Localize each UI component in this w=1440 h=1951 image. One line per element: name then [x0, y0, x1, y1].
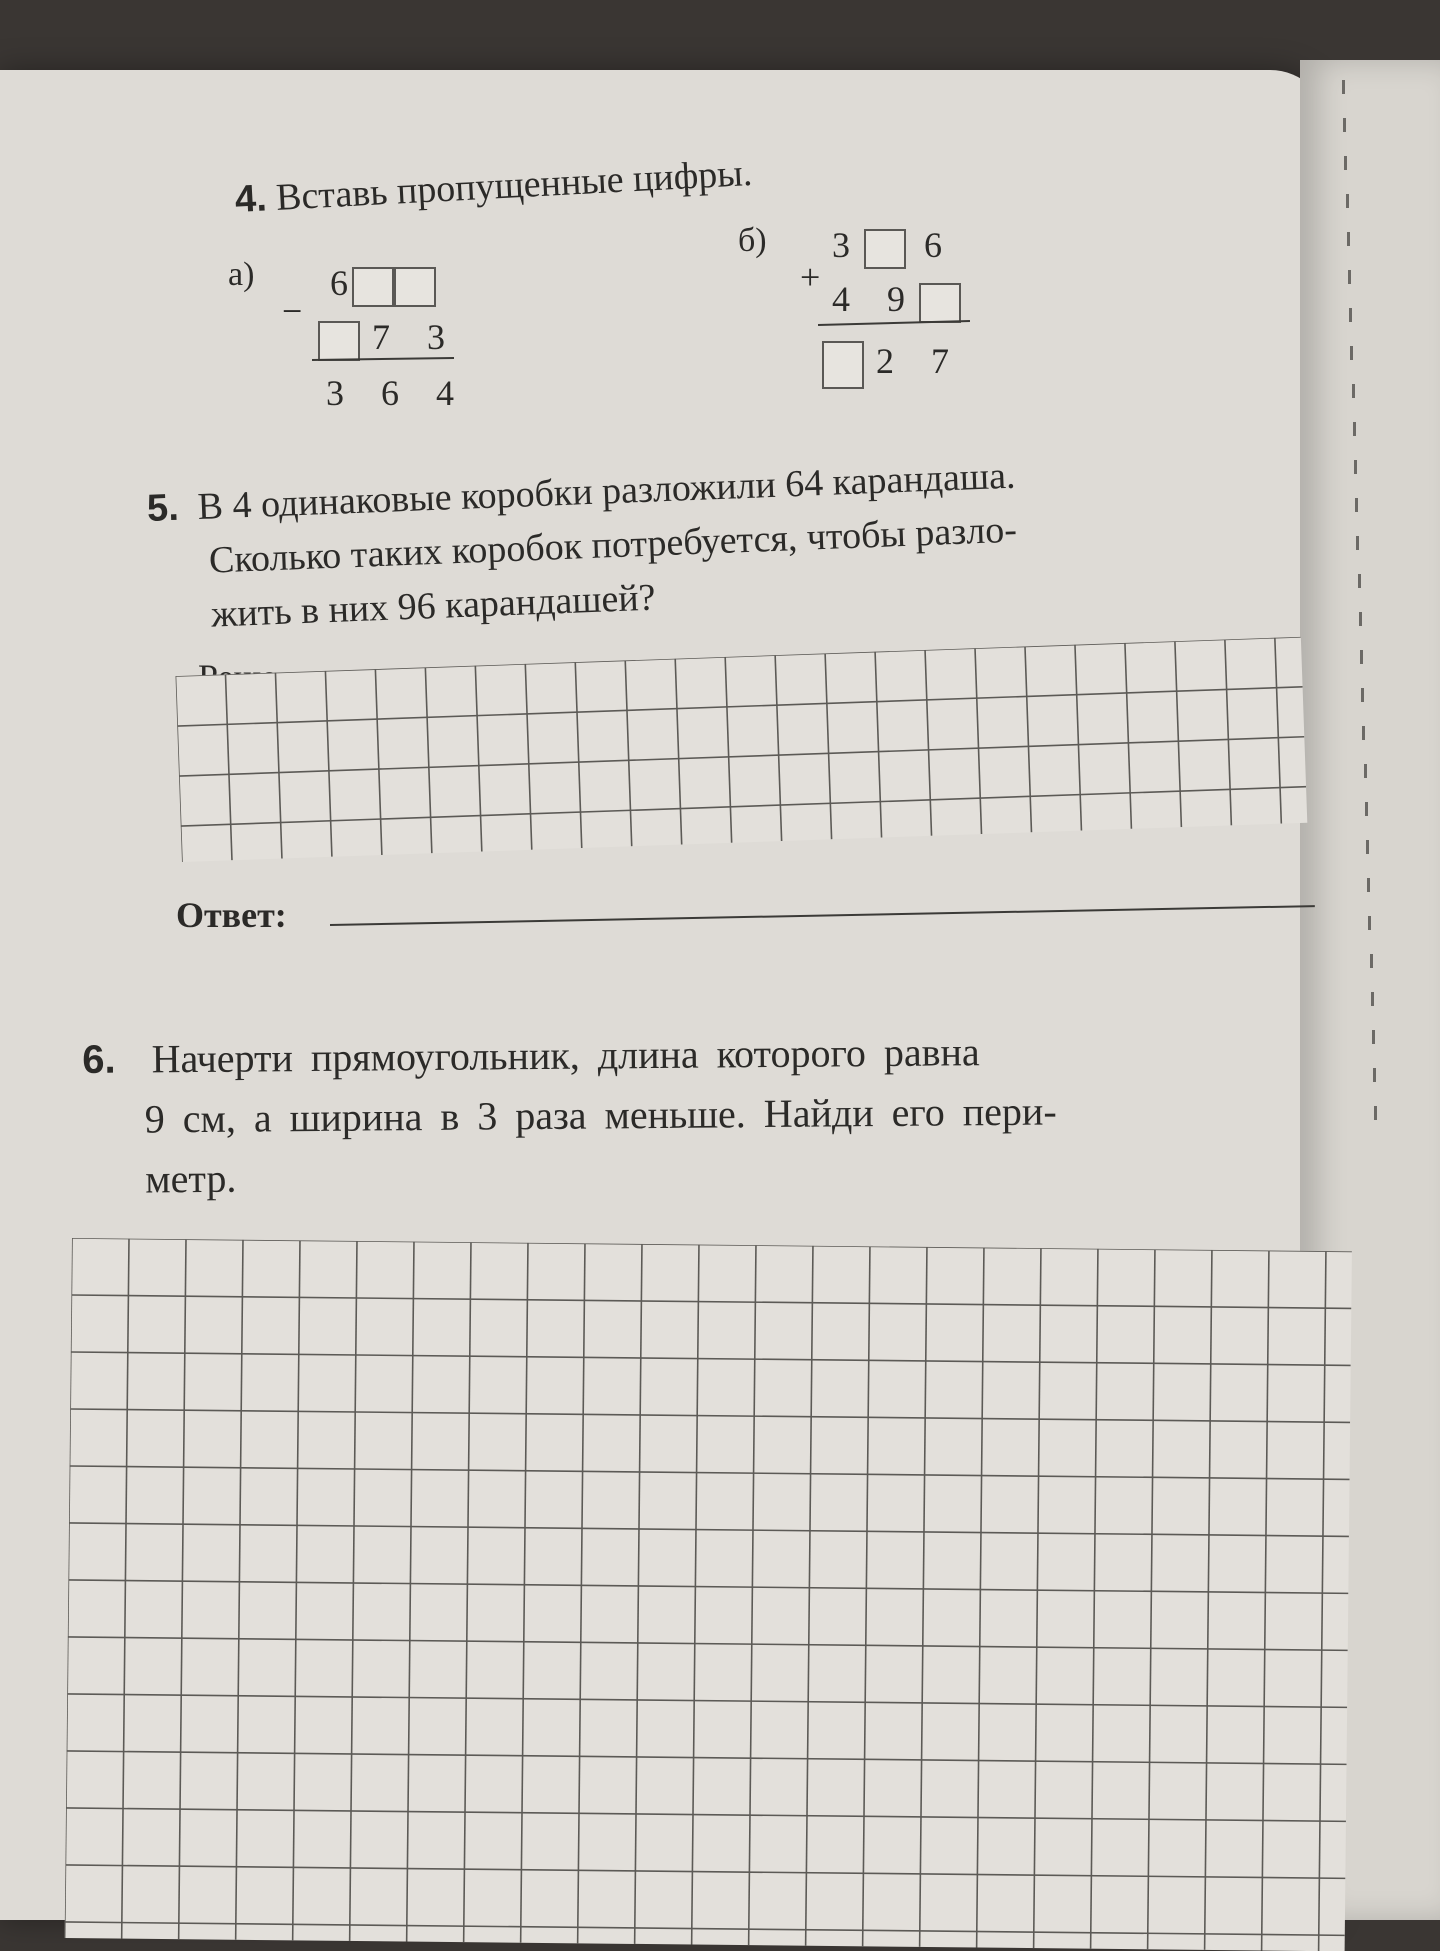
digit-box[interactable] — [352, 267, 394, 307]
task6-line3: метр. — [145, 1155, 237, 1202]
task6-line2: 9 см, а ширина в 3 раза меньше. Найди его пери- — [144, 1088, 1057, 1142]
drawing-grid[interactable] — [65, 1238, 1352, 1951]
task5-number: 5. — [146, 486, 180, 530]
task4-a-minuend-digit: 6 — [330, 263, 348, 303]
grid-lines — [65, 1238, 1352, 1951]
task4-a-subtrahend-row — [318, 316, 459, 361]
digit-box[interactable] — [394, 267, 436, 307]
task4-b-label: б) — [738, 222, 767, 259]
task4-b-row1-left: 3 — [832, 225, 850, 265]
plus-sign: + — [800, 257, 821, 297]
task6-text — [82, 1022, 1057, 1210]
task4-a-subtrahend: 7 3 — [372, 317, 459, 357]
minus-sign: − — [282, 291, 303, 331]
task5-line2: Сколько таких коробок потребуется, чтобы разло- — [208, 508, 1018, 582]
task4-b-row1-right: 6 — [924, 225, 942, 265]
task4-b-result-row — [822, 340, 963, 389]
task5-line3: жить в них 96 карандашей? — [210, 576, 657, 636]
task4-number: 4. — [233, 177, 268, 221]
task4-b-result: 2 7 — [876, 341, 963, 381]
task4-b-row1 — [832, 224, 942, 269]
answer-label: Ответ: — [176, 895, 287, 935]
cut-line — [1340, 80, 1420, 1180]
task5-line1: В 4 одинаковые коробки разложили 64 карандаша. — [196, 454, 1017, 529]
task4-a-label: а) — [228, 256, 255, 293]
task4-a-minuend-row — [330, 262, 436, 307]
task4-a-result: 3 6 4 — [326, 373, 468, 413]
task4-b-row2 — [832, 278, 961, 323]
task5-text — [146, 449, 1021, 644]
digit-box[interactable] — [822, 341, 864, 389]
digit-box[interactable] — [318, 321, 360, 361]
task6-number: 6. — [82, 1037, 116, 1082]
task4-b-row2-digits: 4 9 — [832, 279, 919, 319]
task6-line1: Начерти прямоугольник, длина которого равна — [151, 1029, 980, 1082]
grid-lines — [176, 637, 1308, 862]
task4-title: Вставь пропущенные цифры. — [275, 151, 754, 219]
digit-box[interactable] — [919, 283, 961, 323]
digit-box[interactable] — [864, 229, 906, 269]
solution-grid[interactable] — [176, 637, 1308, 862]
